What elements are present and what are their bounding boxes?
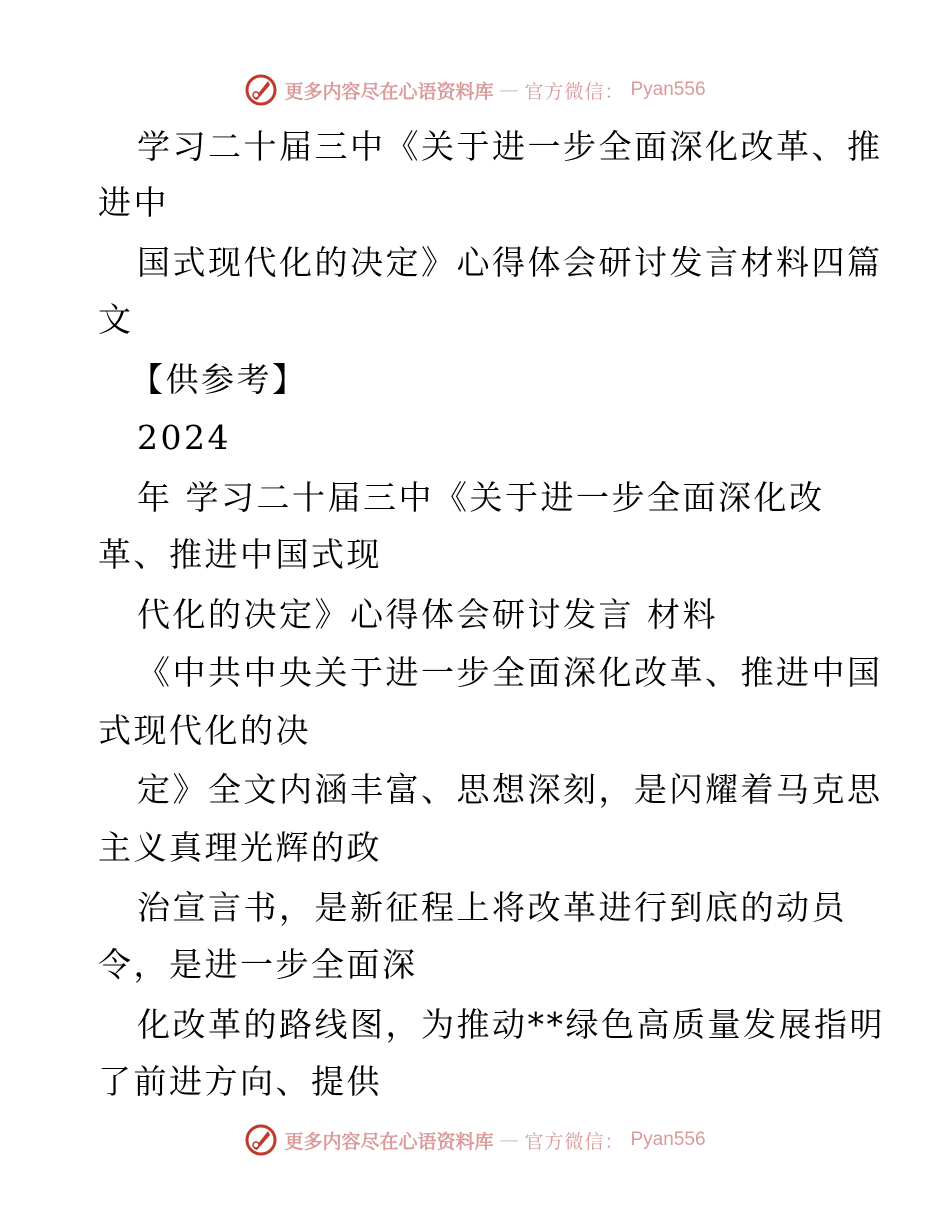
doc-line-12: 定》全文内涵丰富、思想深刻，是闪耀着马克思 (137, 770, 883, 809)
doc-line-6: 2024 (137, 418, 231, 457)
doc-line-14: 治宣言书，是新征程上将改革进行到底的动员 (137, 888, 847, 927)
watermark-text: 更多内容尽在心语资料库 (284, 1130, 494, 1153)
watermark-brand: 官方微信： (524, 1130, 625, 1153)
doc-line-17: 了前进方向、提供 (98, 1062, 382, 1101)
doc-line-3: 国式现代化的决定》心得体会研讨发言材料四篇 (137, 243, 883, 282)
doc-line-4: 文 (98, 300, 134, 339)
footer-watermark (0, 1120, 950, 1160)
watermark-separator: — (499, 79, 519, 101)
doc-line-13: 主义真理光辉的政 (98, 828, 382, 867)
watermark-brand-id: Pyan556 (630, 79, 706, 100)
doc-line-2: 进中 (98, 183, 169, 222)
doc-line-15: 令，是进一步全面深 (98, 945, 418, 984)
doc-line-11: 式现代化的决 (98, 711, 311, 750)
quill-logo-icon (244, 1123, 278, 1157)
doc-line-16: 化改革的路线图，为推动**绿色高质量发展指明 (137, 1005, 885, 1044)
watermark-brand-id: Pyan556 (630, 1129, 706, 1150)
watermark-separator: — (499, 1129, 519, 1151)
doc-line-5: 【供参考】 (130, 360, 308, 399)
doc-line-7: 年 学习二十届三中《关于进一步全面深化改 (137, 478, 825, 517)
watermark-text: 更多内容尽在心语资料库 (284, 80, 494, 103)
doc-line-9: 代化的决定》心得体会研讨发言 材料 (137, 595, 718, 634)
doc-line-8: 革、推进中国式现 (98, 535, 382, 574)
watermark-brand: 官方微信： (524, 80, 625, 103)
doc-line-1: 学习二十届三中《关于进一步全面深化改革、推 (137, 127, 883, 166)
doc-line-10: 《中共中央关于进一步全面深化改革、推进中国 (137, 653, 883, 692)
